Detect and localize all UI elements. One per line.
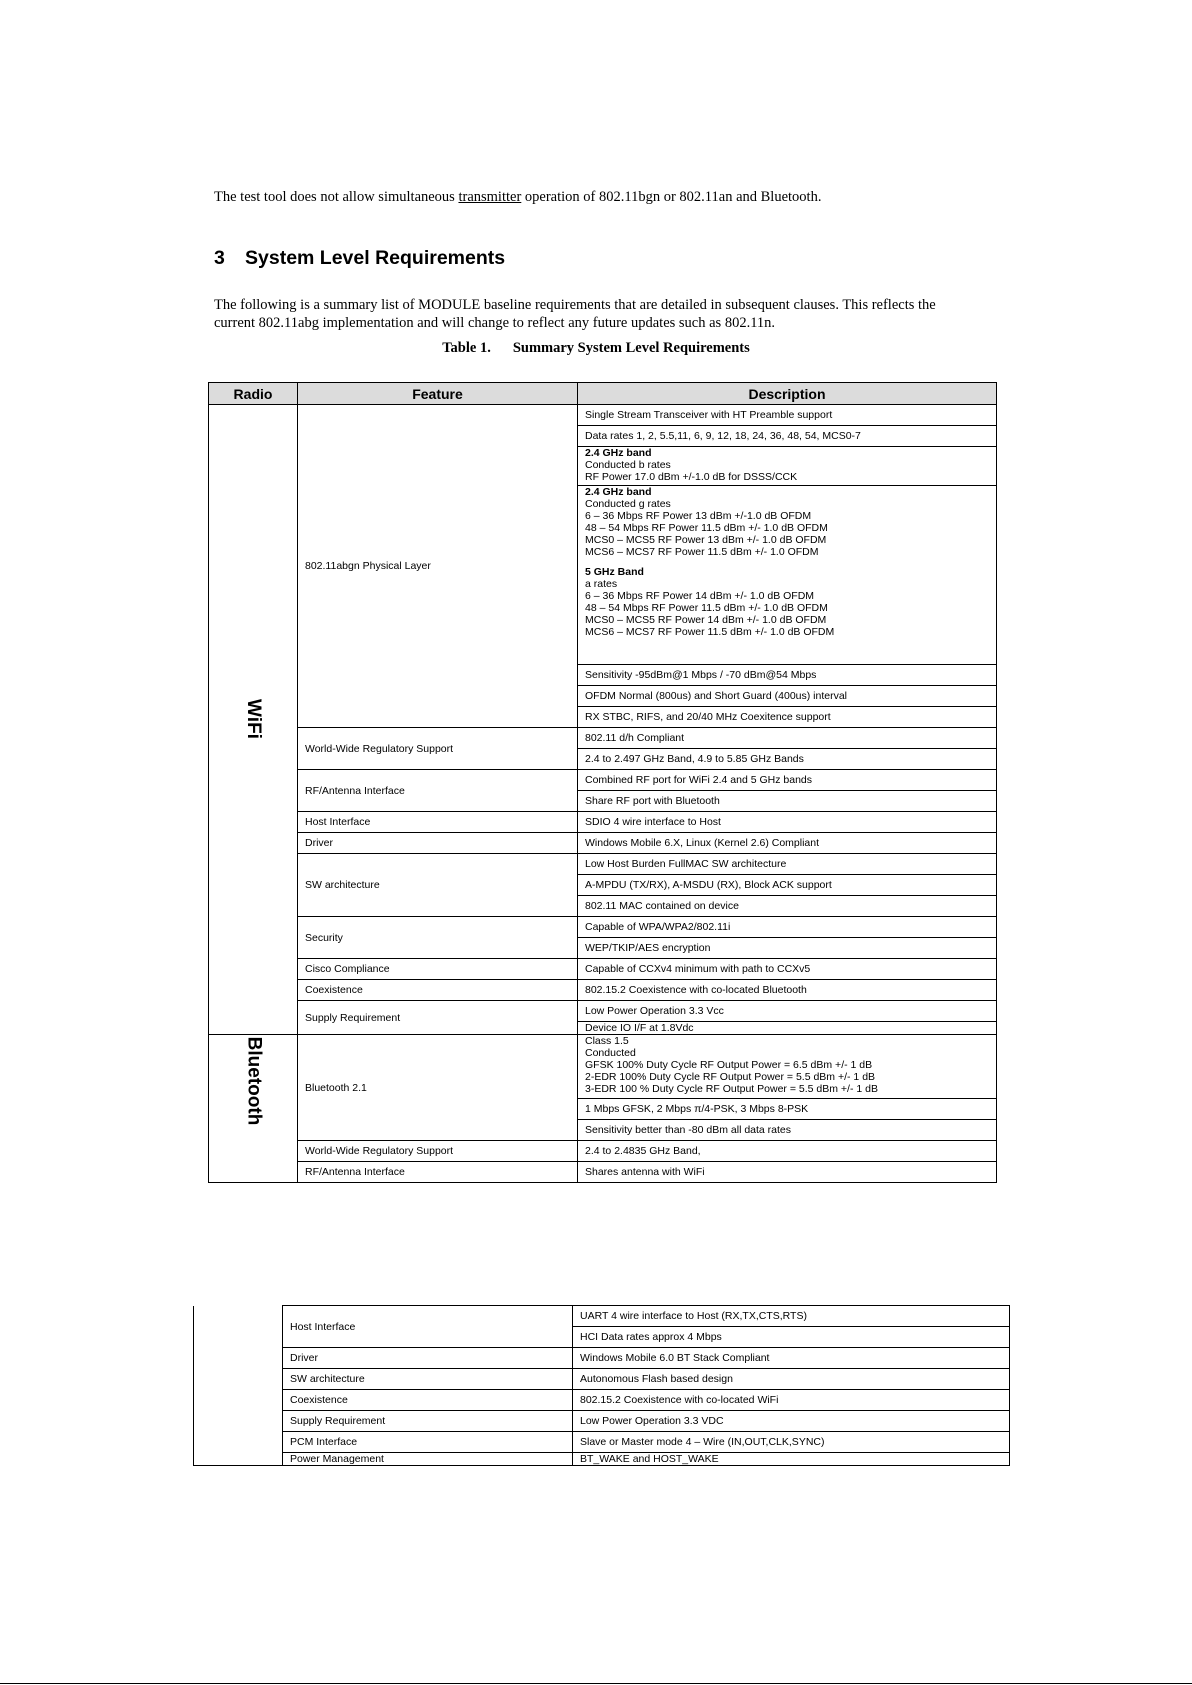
description-cell: BT_WAKE and HOST_WAKE [573,1453,1010,1466]
table-row [209,980,997,1001]
table-row [209,728,997,749]
feature-cell: 802.11abgn Physical Layer [298,405,578,728]
description-line: MCS0 – MCS5 RF Power 14 dBm +/- 1.0 dB OFDM [585,614,827,626]
description-block-cell [578,447,997,486]
description-cell: Combined RF port for WiFi 2.4 and 5 GHz bands [578,770,997,791]
description-line: GFSK 100% Duty Cycle RF Output Power = 6.5 dBm +/- 1 dB [585,1059,873,1071]
header-feature: Feature [298,383,578,405]
description-cell: Sensitivity -95dBm@1 Mbps / -70 dBm@54 Mbps [578,665,997,686]
table-row [209,1001,997,1022]
section-number: 3 [214,247,225,269]
description-line: 2.4 GHz band [585,486,652,498]
description-cell: Autonomous Flash based design [573,1369,1010,1390]
description-cell: Device IO I/F at 1.8Vdc [578,1022,997,1035]
feature-cell: SW architecture [298,854,578,917]
table-row [194,1411,1010,1432]
description-line: Conducted b rates [585,459,671,471]
radio-cell-continued [194,1306,283,1466]
table-row [209,917,997,938]
table-row [209,833,997,854]
feature-cell: Supply Requirement [298,1001,578,1035]
description-cell: 2.4 to 2.4835 GHz Band, [578,1141,997,1162]
description-line: MCS6 – MCS7 RF Power 11.5 dBm +/- 1.0 OFDM [585,546,819,558]
description-cell: SDIO 4 wire interface to Host [578,812,997,833]
description-cell: Slave or Master mode 4 – Wire (IN,OUT,CLK,SYNC) [573,1432,1010,1453]
feature-cell: Coexistence [283,1390,573,1411]
radio-label-bluetooth: Bluetooth [243,1036,265,1126]
description-line: 3-EDR 100 % Duty Cycle RF Output Power = 5.5 dBm +/- 1 dB [585,1083,878,1095]
section-heading [214,247,505,270]
table-row [209,1035,997,1099]
description-cell: 802.11 MAC contained on device [578,896,997,917]
feature-cell: Coexistence [298,980,578,1001]
feature-cell: SW architecture [283,1369,573,1390]
description-line: 2.4 GHz band [585,447,652,459]
feature-cell: World-Wide Regulatory Support [298,728,578,770]
table-row [209,770,997,791]
radio-cell-bluetooth [209,1035,298,1183]
description-cell: Capable of WPA/WPA2/802.11i [578,917,997,938]
description-cell: HCI Data rates approx 4 Mbps [573,1327,1010,1348]
description-cell: Share RF port with Bluetooth [578,791,997,812]
description-cell: Windows Mobile 6.X, Linux (Kernel 2.6) Compliant [578,833,997,854]
feature-cell: Driver [283,1348,573,1369]
feature-cell: Power Management [283,1453,573,1466]
feature-cell: Security [298,917,578,959]
table-row [209,959,997,980]
feature-cell: Host Interface [283,1306,573,1348]
feature-cell: RF/Antenna Interface [298,1162,578,1183]
description-cell: UART 4 wire interface to Host (RX,TX,CTS,RTS) [573,1306,1010,1327]
description-cell: 802.11 d/h Compliant [578,728,997,749]
table-row [194,1306,1010,1327]
requirements-table [208,382,997,1183]
underlined-term: transmitter [458,189,522,205]
description-line: a rates [585,578,618,590]
table-row [194,1432,1010,1453]
description-cell: 2.4 to 2.497 GHz Band, 4.9 to 5.85 GHz Bands [578,749,997,770]
section-title: System Level Requirements [245,247,506,269]
table-header-row [209,383,997,405]
description-cell: Shares antenna with WiFi [578,1162,997,1183]
feature-cell: Cisco Compliance [298,959,578,980]
description-line: RF Power 17.0 dBm +/-1.0 dB for DSSS/CCK [585,471,798,483]
description-line: 48 – 54 Mbps RF Power 11.5 dBm +/- 1.0 dB OFDM [585,522,828,534]
description-block-cell [578,1035,997,1099]
description-line: Conducted [585,1047,636,1059]
description-cell: OFDM Normal (800us) and Short Guard (400us) interval [578,686,997,707]
radio-cell-wifi [209,405,298,1035]
table-row [194,1390,1010,1411]
table-caption: Table 1. Summary System Level Requirements [442,340,750,356]
description-cell: 802.15.2 Coexistence with co-located WiFi [573,1390,1010,1411]
description-line: 2-EDR 100% Duty Cycle RF Output Power = 5.5 dBm +/- 1 dB [585,1071,876,1083]
description-cell: Low Power Operation 3.3 Vcc [578,1001,997,1022]
table-row [209,1162,997,1183]
table-row [209,854,997,875]
description-line: MCS6 – MCS7 RF Power 11.5 dBm +/- 1.0 dB OFDM [585,626,835,638]
table-row [194,1453,1010,1466]
description-block-cell [578,486,997,665]
table-row [209,1141,997,1162]
header-radio: Radio [209,383,298,405]
description-line: MCS0 – MCS5 RF Power 13 dBm +/- 1.0 dB OFDM [585,534,827,546]
table-row [194,1369,1010,1390]
description-cell: Capable of CCXv4 minimum with path to CCXv5 [578,959,997,980]
feature-cell: Driver [298,833,578,854]
requirements-table-continued [193,1305,1010,1466]
feature-cell: Bluetooth 2.1 [298,1035,578,1141]
feature-cell: Host Interface [298,812,578,833]
description-cell: RX STBC, RIFS, and 20/40 MHz Coexitence support [578,707,997,728]
description-line: 5 GHz Band [585,566,644,578]
description-line: 48 – 54 Mbps RF Power 11.5 dBm +/- 1.0 dB OFDM [585,602,828,614]
header-description: Description [578,383,997,405]
table-row [209,405,997,426]
description-line: 6 – 36 Mbps RF Power 14 dBm +/- 1.0 dB OFDM [585,590,815,602]
description-cell: Windows Mobile 6.0 BT Stack Compliant [573,1348,1010,1369]
radio-label-wifi: WiFi [243,698,264,739]
section-paragraph: The following is a summary list of MODULE baseline requirements that are detailed in subsequent clauses. This reflects the current 802.11abg implementation and will change to reflect any future updates such as 802.11n. [214,297,936,331]
table-row [209,812,997,833]
description-cell: Low Power Operation 3.3 VDC [573,1411,1010,1432]
description-cell: A-MPDU (TX/RX), A-MSDU (RX), Block ACK support [578,875,997,896]
description-cell: Single Stream Transceiver with HT Preamble support [578,405,997,426]
table-row [194,1348,1010,1369]
description-cell: WEP/TKIP/AES encryption [578,938,997,959]
description-line: Class 1.5 [585,1035,629,1047]
page-bottom-rule [0,1683,1192,1684]
description-cell: Low Host Burden FullMAC SW architecture [578,854,997,875]
description-line: Conducted g rates [585,498,671,510]
description-line: 6 – 36 Mbps RF Power 13 dBm +/-1.0 dB OFDM [585,510,812,522]
feature-cell: RF/Antenna Interface [298,770,578,812]
description-cell: 1 Mbps GFSK, 2 Mbps π/4-PSK, 3 Mbps 8-PSK [578,1099,997,1120]
intro-sentence: The test tool does not allow simultaneous transmitter operation of 802.11bgn or 802.11an and Bluetooth. [214,189,822,205]
feature-cell: World-Wide Regulatory Support [298,1141,578,1162]
description-cell: Data rates 1, 2, 5.5,11, 6, 9, 12, 18, 24, 36, 48, 54, MCS0-7 [578,426,997,447]
description-cell: Sensitivity better than -80 dBm all data rates [578,1120,997,1141]
feature-cell: PCM Interface [283,1432,573,1453]
description-cell: 802.15.2 Coexistence with co-located Bluetooth [578,980,997,1001]
feature-cell: Supply Requirement [283,1411,573,1432]
